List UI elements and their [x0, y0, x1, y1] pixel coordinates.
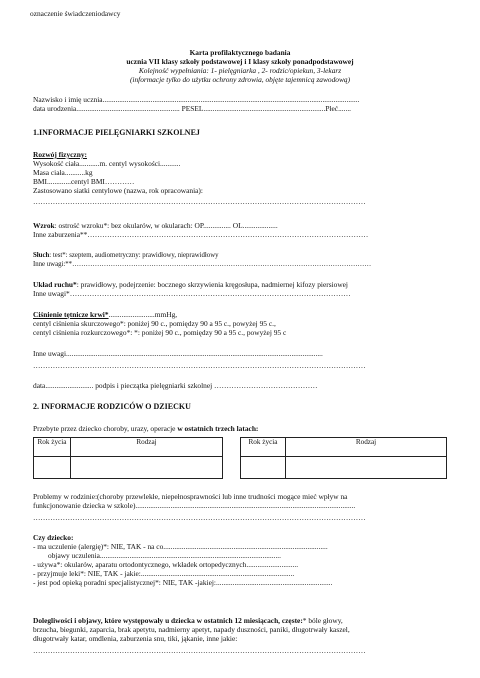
history-col-kind: Rodzaj	[71, 438, 223, 457]
complaints-line-3: długotrwały katar, omdlenia, zaburzenia snu, tiki, jąkanie, inne jakie:	[33, 634, 238, 643]
complaints-line-2: brzucha, biegunki, zaparcia, brak apetytu, nadmierny apetyt, napady duszności, paniki, długotrwały kaszel,	[33, 625, 350, 634]
history-cell[interactable]	[286, 457, 447, 479]
child-questions-title: Czy dziecko:	[33, 533, 74, 542]
allergy-symptoms-line[interactable]: objawy uczulenia..................................................................................................	[48, 551, 281, 560]
bp-systolic-line[interactable]: centyl ciśnienia skurczowego*: poniżej 90 c., pomiędzy 90 a 95 c., powyżej 95 c.,	[33, 319, 276, 328]
patient-name-line[interactable]: Nazwisko i imię ucznia...........................................................................................................................................	[33, 95, 360, 104]
hearing-line[interactable]	[33, 251, 219, 260]
family-problems-line: Problemy w rodzinie:(choroby przewlekłe, niepełnosprawności lub inne trudności mogące mieć wpływ na	[33, 492, 348, 501]
bp-diastolic-line[interactable]: centyl ciśnienia rozkurczowego*: *: poniżej 90 c., pomiędzy 90 a 95 c., powyżej 95 c	[33, 328, 287, 337]
posture-title: Układ ruchu*	[33, 280, 77, 289]
other-notes-line[interactable]: Inne uwagi...........................................................................................................................................	[33, 349, 323, 358]
meds-line[interactable]: - przyjmuje leki*: NIE, TAK - jakie:...................................................................................	[33, 569, 295, 578]
blood-pressure-line[interactable]: Ciśnienie tętnicze krwi*.........................mmHg,	[33, 310, 178, 319]
weight-line[interactable]: Masa ciała...........kg	[33, 168, 93, 177]
blood-pressure-unit: mmHg,	[154, 310, 178, 319]
history-intro: Przebyte przez dziecko choroby, urazy, operacje	[33, 424, 178, 433]
other-notes-label: Inne uwagi	[33, 349, 67, 358]
birth-pesel-sex-line[interactable]: data urodzenia........................................................ PESEL..................................................................Płeć.......	[33, 104, 352, 113]
aids-line[interactable]: - używa*: okularów, aparatu ortodontycznego, wkładek ortopedycznych............................	[33, 560, 299, 569]
history-table-right	[240, 437, 447, 479]
nurse-date-label: data	[33, 381, 46, 390]
family-problems-line-2[interactable]: funkcjonowanie dziecka w szkole).......................................................................................................................	[33, 501, 356, 510]
vision-line[interactable]: Wzrok: ostrość wzroku*: bez okularów, w okularach: OP............... OL...................	[33, 221, 278, 230]
fill-order-note: Kolejność wypełniania: 1- pielęgniarka , 2- rodzic/opiekun, 3-lekarz	[138, 66, 342, 75]
nurse-signature-label: podpis i pieczątka pielęgniarki szkolnej	[95, 381, 213, 390]
family-problems-label-2: funkcjonowanie dziecka w szkole)	[33, 501, 136, 510]
height-line[interactable]: Wysokość ciała...........m. centyl wysokości...........	[33, 159, 181, 168]
hearing-title: Słuch	[33, 252, 50, 259]
height-unit: m. centyl wysokości	[99, 159, 161, 168]
vision-other-line[interactable]: Inne zaburzenia**……………………………………………………………………………………………………	[33, 230, 369, 239]
blood-pressure-title: Ciśnienie tętnicze krwi*	[33, 310, 109, 319]
height-label: Wysokość ciała	[33, 159, 80, 168]
specialist-label: - jest pod opieką poradni specjalistycznej*: NIE, TAK -jakiej:	[33, 578, 216, 587]
nurse-signature-line[interactable]: data.......................... podpis i pieczątka pielęgniarki szkolnej ……………………………………	[33, 381, 318, 390]
history-cell[interactable]	[241, 457, 286, 479]
posture-other-label: Inne uwagi*	[33, 289, 70, 298]
history-emphasis: w ostatnich trzech latach:	[177, 424, 259, 433]
bmi-label: BMI	[33, 177, 47, 186]
document-title: Karta profilaktycznego badania	[189, 48, 291, 57]
pesel-label: PESEL	[181, 104, 204, 113]
allergy-symptoms-label: objawy uczulenia	[48, 551, 100, 560]
document-subtitle: ucznia VII klasy szkoły podstawowej i I klasy szkoły ponadpodstawowej	[126, 57, 354, 66]
vision-other-label: Inne zaburzenia**	[33, 230, 88, 239]
patient-name-label: Nazwisko i imię ucznia	[33, 95, 103, 104]
other-notes-line-2[interactable]: ………………………………………………………………………………………………………………………	[33, 361, 366, 370]
history-cell[interactable]	[34, 457, 71, 479]
hearing-other-label: Inne uwagi:**	[33, 261, 73, 268]
complaints-line-1	[33, 616, 343, 625]
vision-text: : ostrość wzroku*: bez okularów, w okularach: OP	[54, 221, 204, 230]
centile-charts-label: Zastosowano siatki centylowe (nazwa, rok opracowania):	[33, 186, 203, 195]
confidential-note: (informacje tylko do użytku ochrony zdrowia, objęte tajemnicą zawodową)	[129, 75, 351, 84]
bmi-unit: centyl BMI	[71, 177, 105, 186]
sex-label: Płeć	[325, 104, 339, 113]
posture-other-line[interactable]: Inne uwagi*……………………………………………………………………………………………………	[33, 289, 351, 298]
meds-label: - przyjmuje leki*: NIE, TAK - jakie:	[33, 569, 141, 578]
complaints-text-1: * bóle głowy,	[302, 616, 343, 625]
specialist-line[interactable]: - jest pod opieką poradni specjalistycznej*: NIE, TAK -jakiej:...............................................................	[33, 578, 333, 587]
centile-charts-line[interactable]: ………………………………………………………………………………………………………………………	[33, 197, 366, 206]
allergy-line[interactable]: - ma uczulenie (alergię)*: NIE, TAK - na co.........................................................................................	[33, 542, 328, 551]
history-col-kind: Rodzaj	[286, 438, 447, 457]
birth-date-label: data urodzenia	[33, 104, 77, 113]
hearing-other-line[interactable]: Inne uwagi:**……………………………………………………………………………………………………………………	[33, 261, 372, 268]
complaints-emphasis: Dolegliwości i objawy, które występowały u dziecka w ostatnich 12 miesiącach, częste:	[33, 616, 303, 625]
history-cell[interactable]	[71, 457, 223, 479]
history-intro-line	[33, 424, 258, 433]
allergy-label: - ma uczulenie (alergię)*: NIE, TAK - na co	[33, 542, 164, 551]
posture-text: : prawidłowy, podejrzenie: bocznego skrzywienia kręgosłupa, nadmiernej kifozy piersiowej	[76, 280, 348, 289]
provider-stamp-label: oznaczenie świadczeniodawcy	[30, 9, 121, 18]
family-problems-line-3[interactable]: ………………………………………………………………………………………………………………………	[33, 513, 366, 522]
vision-ol-label: OL	[232, 221, 243, 230]
posture-line[interactable]	[33, 280, 348, 289]
section1-title: 1.INFORMACJE PIELĘGNIARKI SZKOLNEJ	[33, 128, 200, 137]
weight-unit: kg	[85, 168, 93, 177]
section2-title: 2. INFORMACJE RODZICÓW O DZIECKU	[33, 402, 191, 411]
vision-title: Wzrok	[33, 221, 55, 230]
weight-label: Masa ciała	[33, 168, 65, 177]
hearing-text: : test*: szeptem, audiometryczny: prawidłowy, nieprawidłowy	[49, 252, 219, 259]
aids-label: - używa*: okularów, aparatu ortodontycznego, wkładek ortopedycznych	[33, 560, 247, 569]
history-col-year: Rok życia	[34, 438, 71, 457]
physical-development-title: Rozwój fizyczny:	[33, 150, 87, 159]
bmi-line[interactable]: BMI.............centyl BMI…………	[33, 177, 135, 186]
history-col-year: Rok życia	[241, 438, 286, 457]
history-table-left	[33, 437, 223, 479]
complaints-answer-line[interactable]: ………………………………………………………………………………………………………………………	[33, 646, 366, 655]
